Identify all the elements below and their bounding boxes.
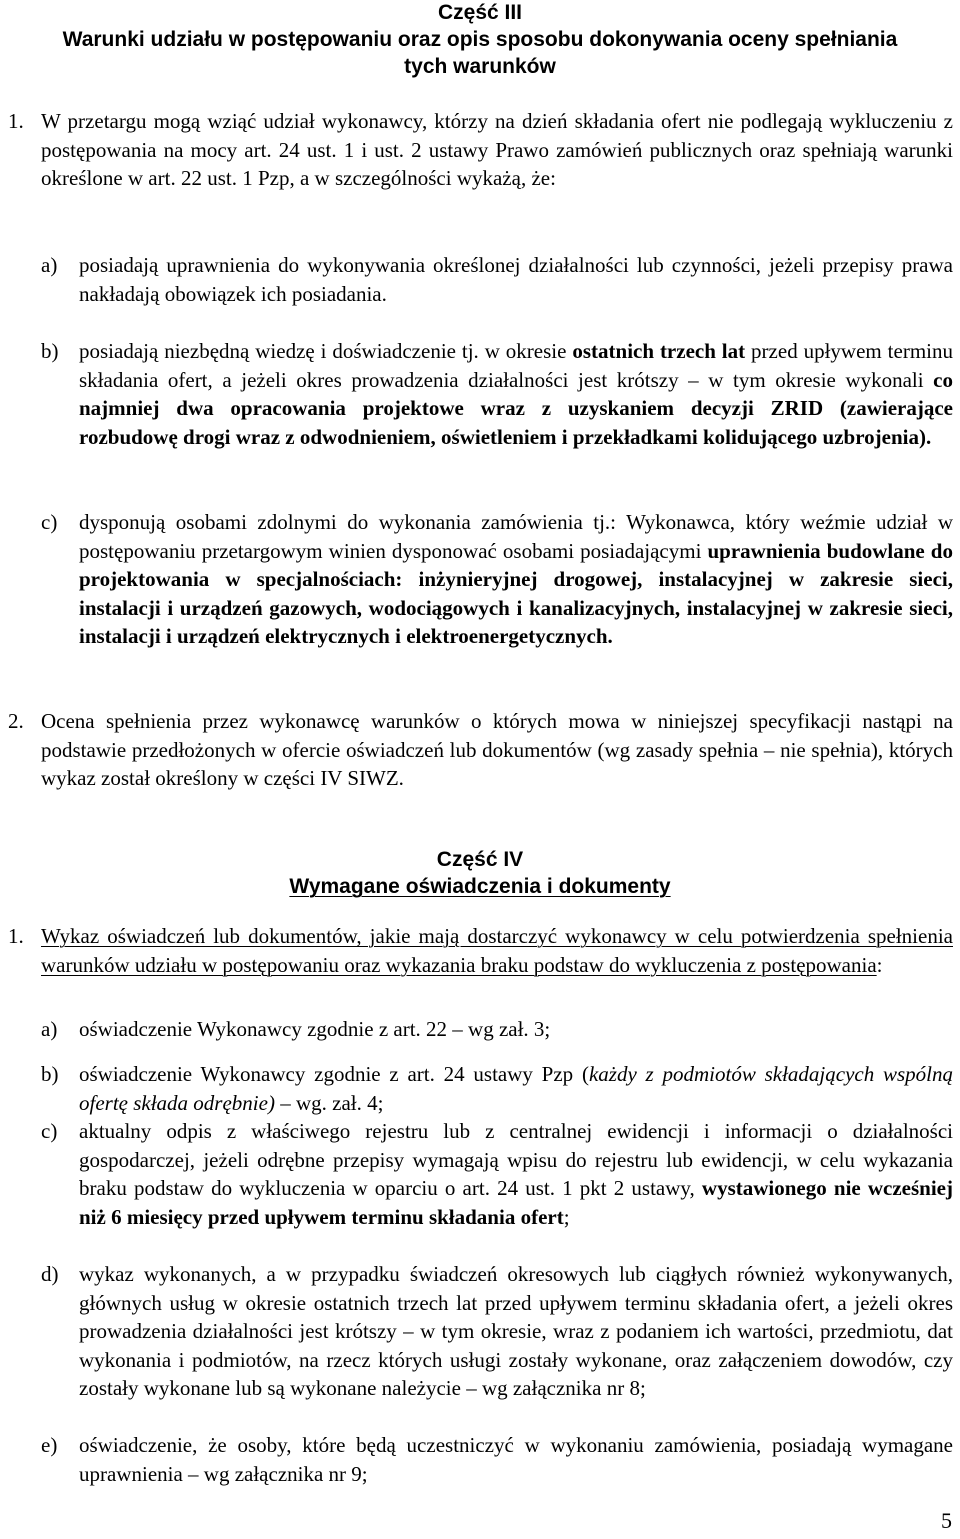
p3-b-paragraph <box>79 337 953 451</box>
p4-b-marker: b) <box>41 1062 59 1086</box>
p3-b-marker: b) <box>41 339 59 363</box>
p3-c-text-bold: uprawnienia budowlane do projektowania w specjalnościach: inżynieryjnej drogowej, instalacyjnej w zakresie sieci, instalacji i urządzeń gazowych, wodociągowych i kanalizacyjnych, instalacyjnej w zakresie sieci, instalacji i urządzeń elektrycznych i elektroenergetycznych. <box>79 538 953 648</box>
p3-b-text-1: posiadają niezbędną wiedzę i doświadczenie tj. w okresie <box>79 339 573 363</box>
part4-heading <box>0 846 960 900</box>
part4-heading-title: Część IV <box>436 848 524 871</box>
part4-heading-line2: Wymagane oświadczenia i dokumenty <box>289 875 671 898</box>
p4-b-text-italic: każdy z podmiotów składających wspólną ofertę składa odrębnie) <box>79 1062 954 1115</box>
p4-a-text: oświadczenie Wykonawcy zgodnie z art. 22 – wg zał. 3; <box>79 1017 551 1041</box>
part3-heading-line3: tych warunków <box>404 55 556 78</box>
p3-c-text-1: dysponują osobami zdolnymi do wykonania zamówienia tj.: Wykonawca, który weźmie udział w postępowaniu przetargowym winien dysponować osobami posiadającymi <box>79 510 953 563</box>
p3-item2-text: Ocena spełnienia przez wykonawcę warunków o których mowa w niniejszej specyfikacji nastąpi na podstawie przedłożonych w ofercie oświadczeń lub dokumentów (wg zasady spełnia – nie spełnia), których wykaz został określony w części IV SIWZ. <box>41 709 953 790</box>
p4-c-marker: c) <box>41 1119 58 1143</box>
page-number: 5 <box>941 1508 952 1533</box>
p4-d-text: wykaz wykonanych, a w przypadku świadczeń okresowych lub ciągłych również wykonywanych, głównych usług w okresie ostatnich trzech lat przed upływem terminu składania ofert, a jeżeli okres prowadzenia działalności jest krótszy – w tym okresie, wraz z podaniem ich wartości, przedmiotu, dat wykonania i podmiotów, na rzecz których usługi zostały wykonane, oraz załączeniem dowodów, czy zostały wykonane lub są wykonane należycie – wg załącznika nr 8; <box>79 1262 953 1400</box>
part3-heading <box>0 0 960 80</box>
p3-item1-text: W przetargu mogą wziąć udział wykonawcy, którzy na dzień składania ofert nie podlegają wykluczeniu z postępowania na mocy art. 24 ust. 1 i ust. 2 ustawy Prawo zamówień publicznych oraz spełniają warunki określone w art. 22 ust. 1 Pzp, a w szczególności wykażą, że: <box>41 109 953 190</box>
p4-c-text-2: ; <box>563 1204 570 1229</box>
p4-b-text-1: oświadczenie Wykonawcy zgodnie z art. 24 ustawy Pzp ( <box>79 1062 589 1086</box>
p3-c-marker: c) <box>41 510 58 534</box>
p4-b-paragraph <box>79 1060 953 1117</box>
part3-heading-title: Część III <box>437 1 523 24</box>
p4-c-text-bold: wystawionego nie wcześniej niż 6 miesięcy przed upływem terminu składania ofert <box>79 1176 953 1229</box>
p3-item1-number: 1. <box>8 109 24 133</box>
p3-b-text-bold-1: ostatnich trzech lat <box>572 339 746 363</box>
p3-b-text-2: przed upływem terminu składania ofert, a jeżeli okres prowadzenia działalności jest krótszy – w tym okresie wykonali <box>79 339 953 392</box>
p4-c-paragraph <box>79 1117 953 1231</box>
p4-c-text-1: aktualny odpis z właściwego rejestru lub z centralnej ewidencji i informacji o działalności gospodarczej, jeżeli odrębne przepisy wymagają wpisu do rejestru lub ewidencji, w celu wykazania braku podstaw do wykluczenia w oparciu o art. 24 ust. 1 pkt 2 ustawy, <box>79 1119 953 1200</box>
p4-item1-text-end: : <box>876 952 883 977</box>
part3-heading-line2: Warunki udziału w postępowaniu oraz opis sposobu dokonywania oceny spełniania <box>62 28 898 51</box>
p4-d-marker: d) <box>41 1262 59 1286</box>
p3-item2-number: 2. <box>8 709 24 733</box>
p4-item1-paragraph <box>41 922 953 979</box>
p3-c-paragraph <box>79 508 953 651</box>
p4-e-text: oświadczenie, że osoby, które będą uczestniczyć w wykonaniu zamówienia, posiadają wymagane uprawnienia – wg załącznika nr 9; <box>79 1433 953 1486</box>
p4-item1-number: 1. <box>8 924 24 948</box>
p3-a-marker: a) <box>41 253 58 277</box>
p4-e-marker: e) <box>41 1433 58 1457</box>
p4-b-text-2: – wg. zał. 4; <box>274 1090 384 1115</box>
p4-a-marker: a) <box>41 1017 58 1041</box>
p3-b-text-bold-2: co najmniej dwa opracowania projektowe wraz z uzyskaniem decyzji ZRID (zawierające rozbudowę drogi wraz z odwodnieniem, oświetleniem i przekładkami kolidującego uzbrojenia). <box>79 367 953 449</box>
p4-item1-text-underlined: Wykaz oświadczeń lub dokumentów, jakie mają dostarczyć wykonawcy w celu potwierdzenia spełnienia warunków udziału w postępowaniu oraz wykazania braku podstaw do wykluczenia z postępowania <box>41 924 953 977</box>
p3-a-text: posiadają uprawnienia do wykonywania określonej działalności lub czynności, jeżeli przepisy prawa nakładają obowiązek ich posiadania. <box>79 253 953 306</box>
